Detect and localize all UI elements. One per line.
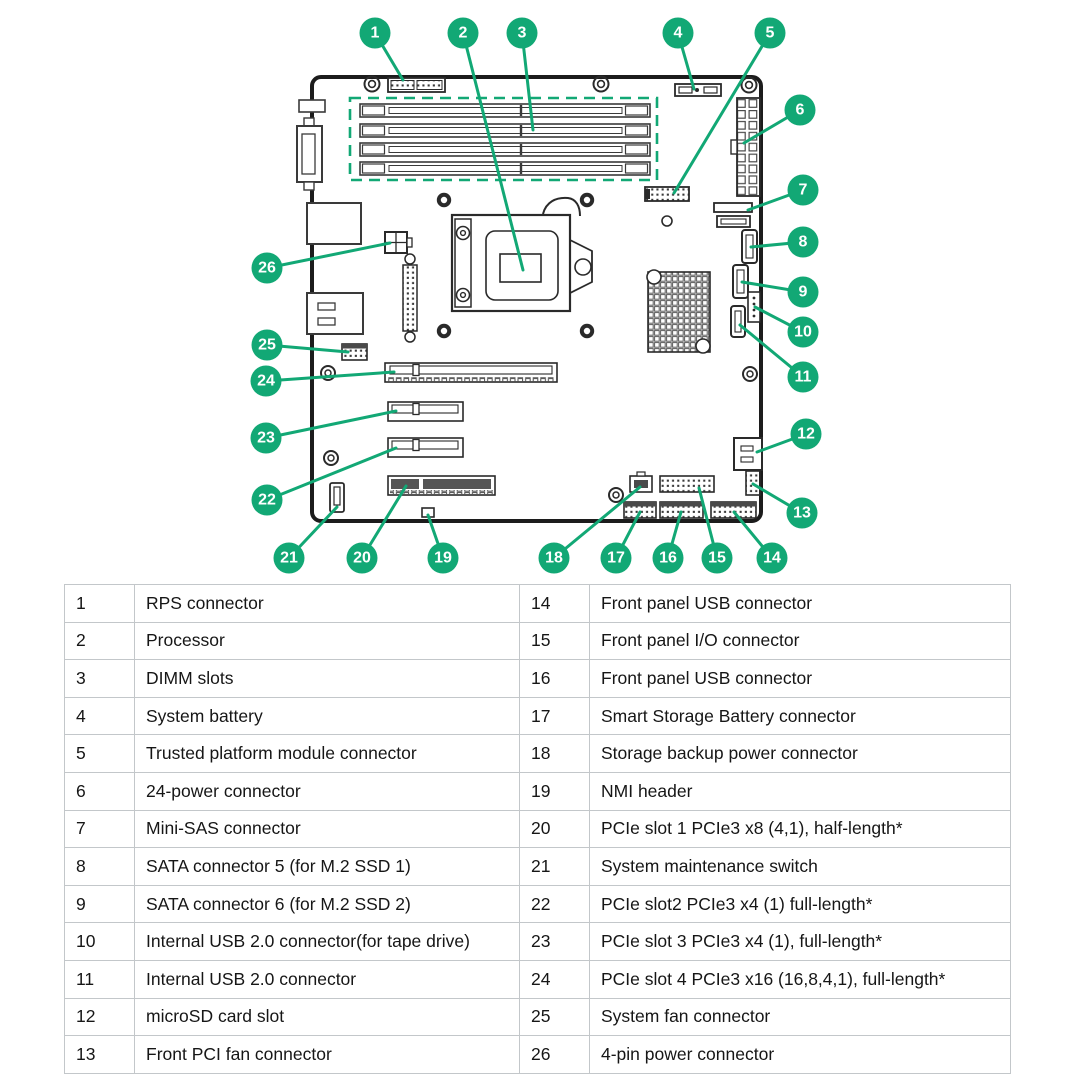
callout-10 (755, 307, 819, 348)
legend-row (65, 585, 1011, 623)
legend-row (65, 998, 1011, 1036)
ref-number: 17 (520, 697, 590, 735)
component-label: System fan connector (590, 998, 1011, 1036)
component-label: Front panel I/O connector (590, 622, 1011, 660)
front-panel-usb-connector-14 (711, 502, 756, 518)
callout-number: 7 (798, 181, 808, 199)
internal-usb-connector (731, 306, 745, 337)
component-label: PCIe slot 3 PCIe3 x4 (1), full-length* (590, 923, 1011, 961)
ref-number: 7 (65, 810, 135, 848)
callout-number: 5 (765, 24, 775, 42)
legend-row (65, 660, 1011, 698)
callout-number: 22 (258, 491, 276, 509)
callout-21 (274, 507, 338, 574)
callout-number: 2 (458, 24, 468, 42)
lan-port (307, 203, 361, 244)
callout-number: 24 (257, 372, 275, 390)
callout-number: 9 (798, 283, 808, 301)
callout-number: 19 (434, 549, 452, 567)
ref-number: 15 (520, 622, 590, 660)
component-label: NMI header (590, 772, 1011, 810)
legend-row (65, 772, 1011, 810)
rear-io-stub (299, 100, 325, 112)
front-panel-io-connector (660, 476, 714, 492)
ref-number: 1 (65, 585, 135, 623)
component-label: PCIe slot2 PCIe3 x4 (1) full-length* (590, 885, 1011, 923)
legend-row (65, 960, 1011, 998)
ref-number: 10 (65, 923, 135, 961)
component-label: Front panel USB connector (590, 660, 1011, 698)
component-label: SATA connector 5 (for M.2 SSD 1) (135, 848, 520, 886)
component-legend-table (64, 584, 1011, 1074)
callout-number: 8 (798, 233, 808, 251)
callout-number: 21 (280, 549, 298, 567)
component-label: PCIe slot 1 PCIe3 x8 (4,1), half-length* (590, 810, 1011, 848)
ref-number: 25 (520, 998, 590, 1036)
callout-number: 26 (258, 259, 276, 277)
component-label: Internal USB 2.0 connector(for tape drive) (135, 923, 520, 961)
callout-number: 10 (794, 323, 812, 341)
callout-number: 12 (797, 425, 815, 443)
callout-number: 3 (517, 24, 527, 42)
ref-number: 2 (65, 622, 135, 660)
ref-number: 8 (65, 848, 135, 886)
ref-number: 4 (65, 697, 135, 735)
callout-number: 1 (370, 24, 380, 42)
ref-number: 9 (65, 885, 135, 923)
callout-number: 11 (794, 368, 812, 386)
tpm-connector (645, 187, 689, 201)
pcie-slot-4 (385, 363, 557, 382)
cpu-socket (452, 198, 592, 311)
pcie-slot-3 (388, 402, 463, 421)
component-label: Internal USB 2.0 connector (135, 960, 520, 998)
component-label: Mini-SAS connector (135, 810, 520, 848)
component-label: SATA connector 6 (for M.2 SSD 2) (135, 885, 520, 923)
ref-number: 3 (65, 660, 135, 698)
ref-number: 11 (65, 960, 135, 998)
legend-row (65, 848, 1011, 886)
ref-number: 16 (520, 660, 590, 698)
component-label: PCIe slot 4 PCIe3 x16 (16,8,4,1), full-length* (590, 960, 1011, 998)
legend-row (65, 923, 1011, 961)
legend-row (65, 885, 1011, 923)
callout-number: 23 (257, 429, 275, 447)
legend-row (65, 697, 1011, 735)
pin-strip (403, 254, 417, 342)
callout-number: 25 (258, 336, 276, 354)
ref-number: 18 (520, 735, 590, 773)
rps-connector (388, 78, 445, 92)
callout-number: 16 (659, 549, 677, 567)
callout-number: 14 (763, 549, 781, 567)
component-label: System maintenance switch (590, 848, 1011, 886)
component-label: System battery (135, 697, 520, 735)
component-label: microSD card slot (135, 998, 520, 1036)
callout-1 (360, 18, 404, 81)
ref-number: 21 (520, 848, 590, 886)
component-label: Processor (135, 622, 520, 660)
ref-number: 22 (520, 885, 590, 923)
component-label: Trusted platform module connector (135, 735, 520, 773)
component-label: Smart Storage Battery connector (590, 697, 1011, 735)
ref-number: 13 (65, 1036, 135, 1074)
callout-number: 6 (795, 101, 805, 119)
callout-number: 15 (708, 549, 726, 567)
ref-number: 5 (65, 735, 135, 773)
ref-number: 26 (520, 1036, 590, 1074)
component-label: Front panel USB connector (590, 585, 1011, 623)
usb-ports (307, 293, 363, 334)
component-label: 4-pin power connector (590, 1036, 1011, 1074)
legend-row (65, 622, 1011, 660)
ref-number: 19 (520, 772, 590, 810)
component-label: 24-power connector (135, 772, 520, 810)
callout-number: 18 (545, 549, 563, 567)
callout-14 (734, 512, 788, 574)
component-label: Storage backup power connector (590, 735, 1011, 773)
microsd-card-slot (734, 438, 762, 470)
ref-number: 20 (520, 810, 590, 848)
pcie-slot-2 (388, 438, 463, 457)
component-label: Front PCI fan connector (135, 1036, 520, 1074)
callout-12 (757, 419, 822, 453)
ref-number: 12 (65, 998, 135, 1036)
legend-row (65, 810, 1011, 848)
callout-number: 13 (793, 504, 811, 522)
callout-number: 17 (607, 549, 625, 567)
legend-row (65, 1036, 1011, 1074)
ref-number: 14 (520, 585, 590, 623)
callout-19 (428, 515, 459, 574)
pcie-slot-1 (388, 476, 495, 495)
ref-number: 23 (520, 923, 590, 961)
legend-row (65, 735, 1011, 773)
vga-port (297, 118, 322, 190)
system-battery (675, 84, 721, 96)
callout-number: 4 (673, 24, 683, 42)
ref-number: 6 (65, 772, 135, 810)
component-label: RPS connector (135, 585, 520, 623)
component-label: DIMM slots (135, 660, 520, 698)
ref-number: 24 (520, 960, 590, 998)
callout-number: 20 (353, 549, 371, 567)
chipset-heatsink (647, 270, 710, 353)
smart-storage-battery-connector (624, 502, 656, 518)
